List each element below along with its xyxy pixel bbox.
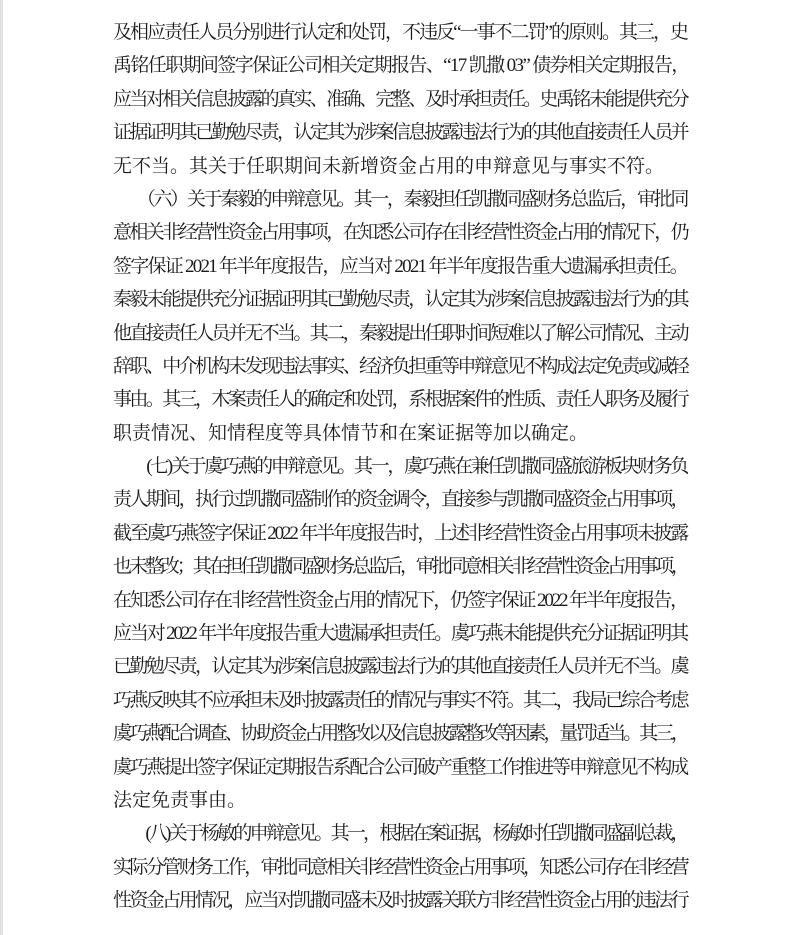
text-line-content: 及相应责任人员分别进行认定和处罚，不违反“一事不二罚”的原则。其三，史 [113, 22, 687, 43]
text-line-content: 责人期间，执行过凯撒同盛制作的资金调令，直接参与凯撒同盛资金占用事项， [113, 489, 687, 511]
text-line-content: (八)关于杨敏的申辩意见。其一，根据在案证据，杨敏时任凯撒同盛副总裁， [113, 823, 687, 845]
text-line-content: 证据证明其已勤勉尽责，认定其为涉案信息披露违法行为的其他直接责任人员并 [113, 122, 687, 144]
page-edge-strip [0, 0, 3, 935]
text-line [113, 751, 687, 784]
text-line [113, 183, 687, 216]
text-line [113, 417, 687, 450]
text-line [113, 317, 687, 350]
paragraph-reply-yu-qiaoyan [113, 450, 687, 817]
text-line [113, 550, 687, 583]
text-line-content: 他直接责任人员并无不当。其二，秦毅提出任职时间短难以了解公司情况、主动 [113, 322, 687, 344]
text-line-content: 已勤勉尽责，认定其为涉案信息披露违法行为的其他直接责任人员并无不当。虞 [113, 656, 687, 678]
text-line-content: 应当对 2022 年半年度报告重大遗漏承担责任。虞巧燕未能提供充分证据证明其 [113, 623, 687, 645]
text-line [113, 383, 687, 416]
document-text-block [113, 16, 687, 918]
text-line-content: 应当对相关信息披露的真实、准确、完整、及时承担责任。史禹铭未能提供充分 [113, 88, 687, 110]
text-line-content: 虞巧燕提出签字保证定期报告系配合公司破产重整工作推进等申辩意见不构成 [113, 756, 687, 778]
text-line-content: 性资金占用情况，应当对凯撒同盛未及时披露关联方非经营性资金占用的违法行 [113, 890, 687, 912]
text-line-content: 无不当。其关于任职期间未新增资金占用的申辩意见与事实不符。 [113, 155, 665, 177]
text-line [113, 116, 687, 149]
text-line-content: 截至虞巧燕签字保证 2022 年半年度报告时，上述非经营性资金占用事项未披露 [113, 522, 687, 544]
text-line [113, 216, 687, 249]
text-line [113, 250, 687, 283]
text-line-content: （六）关于秦毅的申辩意见。其一，秦毅担任凯撒同盛财务总监后，审批同 [113, 188, 687, 210]
text-line [113, 83, 687, 116]
text-line [113, 851, 687, 884]
text-line [113, 483, 687, 516]
text-line-content: 事由。其三，木案责任人的确定和处罚，系根据案件的性质、责任人职务及履行 [113, 389, 687, 411]
text-line-content: 意相关非经营性资金占用事项，在知悉公司存在非经营性资金占用的情况下，仍 [113, 222, 687, 244]
text-line-content: 也未整改；其在担任凯撒同盛财务总监后，审批同意相关非经营性资金占用事项， [113, 556, 687, 578]
text-line [113, 684, 687, 717]
paragraph-reply-qin-yi [113, 183, 687, 450]
text-line-content: 虞巧燕配合调查、协助资金占用整改以及信息披露整改等因素，量罚适当。其三， [113, 723, 687, 745]
text-line [113, 650, 687, 683]
text-line-content: 职责情况、知情程度等具体情节和在案证据等加以确定。 [113, 422, 589, 444]
text-line [113, 784, 687, 817]
text-line-content: 在知悉公司存在非经营性资金占用的情况下，仍签字保证 2022 年半年度报告， [113, 589, 687, 611]
text-line [113, 350, 687, 383]
text-line [113, 517, 687, 550]
text-line-content: 秦毅未能提供充分证据证明其已勤勉尽责，认定其为涉案信息披露违法行为的其 [113, 289, 687, 311]
paragraph-reply-shi-yuming-continued [113, 16, 687, 183]
text-line [113, 450, 687, 483]
text-line-content: 实际分管财务工作，审批同意相关非经营性资金占用事项，知悉公司存在非经营 [113, 856, 687, 878]
text-line [113, 283, 687, 316]
text-line [113, 16, 687, 49]
text-line-content: 禹铭任职期间签字保证公司相关定期报告、“17 凯撒 03” 债券相关定期报告， [113, 55, 689, 77]
text-line-content: 巧燕反映其不应承担未及时披露责任的情况与事实不符。其二，我局已综合考虑 [113, 689, 687, 711]
text-line [113, 717, 687, 750]
text-line [113, 884, 687, 917]
text-line [113, 584, 687, 617]
text-line-content: (七)关于虞巧燕的申辩意见。其一，虞巧燕在兼任凯撒同盛旅游板块财务负 [113, 456, 687, 478]
paragraph-reply-yang-min [113, 817, 687, 917]
text-line-content: 签字保证 2021 年半年度报告，应当对 2021 年半年度报告重大遗漏承担责任。 [113, 255, 687, 277]
text-line-content: 法定免责事由。 [113, 789, 247, 811]
text-line [113, 817, 687, 850]
text-line [113, 617, 687, 650]
text-line [113, 49, 687, 82]
text-line [113, 150, 687, 183]
text-line-content: 辞职、中介机构未发现违法事实、经济负担重等申辩意见不构成法定免责或减轻 [113, 355, 687, 377]
